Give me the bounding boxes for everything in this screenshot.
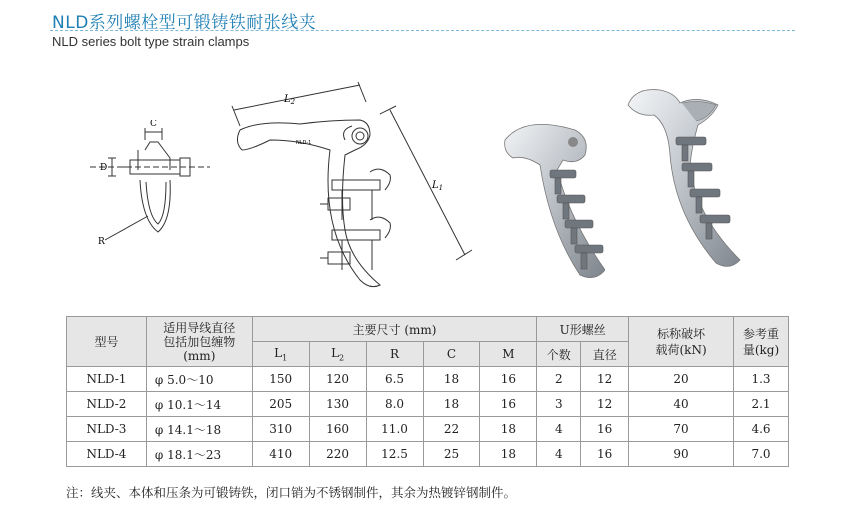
cell-diameter: 12 [581,392,629,417]
header-break-load: 标称破坏 载荷(kN) [629,317,734,367]
page-title: NLD系列螺栓型可锻铸铁耐张线夹 [52,13,317,33]
cell-model: NLD-2 [67,392,147,417]
cell-model: NLD-3 [67,417,147,442]
cell-model: NLD-1 [67,367,147,392]
table-row [67,392,789,417]
table-row [67,417,789,442]
cell-diameter: 16 [581,417,629,442]
cell-l2: 120 [309,367,366,392]
header-u-bolt: U形螺丝 [537,317,629,342]
title-divider [50,30,795,31]
drawing-label-c: C [150,120,157,129]
cell-weight: 4.6 [733,417,788,442]
cell-load: 70 [629,417,734,442]
drawing-label-d: D [100,163,108,173]
cell-c: 18 [423,367,480,392]
header-model: 型号 [67,317,147,367]
cell-dia: φ 10.1～14 [146,392,252,417]
cell-r: 12.5 [366,442,423,467]
cell-l2: 130 [309,392,366,417]
cell-r: 6.5 [366,367,423,392]
drawing-label-r: R [98,237,105,247]
clamp-photo-right [620,85,750,275]
cell-m: 16 [480,367,537,392]
header-count: 个数 [537,342,581,367]
cell-load: 40 [629,392,734,417]
cell-l1: 310 [252,417,309,442]
cell-diameter: 16 [581,442,629,467]
cell-model: NLD-4 [67,442,147,467]
header-l1: $L_1$ [252,342,309,367]
drawing-label-l1: $L_1$ [432,180,444,192]
clamp-main-drawing [220,80,480,310]
header-conductor-diameter: 适用导线直径 包括加包缠物 (mm) [146,317,252,367]
cell-c: 18 [423,392,480,417]
header-diameter: 直径 [581,342,629,367]
header-main-dimensions: 主要尺寸 (mm) [252,317,537,342]
cell-count: 4 [537,442,581,467]
cell-m: 18 [480,442,537,467]
header-l2: $L_2$ [309,342,366,367]
cell-weight: 2.1 [733,392,788,417]
header-weight: 参考重 量(kg) [733,317,788,367]
cell-c: 22 [423,417,480,442]
cell-m: 16 [480,392,537,417]
cell-dia: φ 18.1～23 [146,442,252,467]
cell-l1: 150 [252,367,309,392]
cell-weight: 7.0 [733,442,788,467]
drawing-part-label: NLD-1 [296,140,312,146]
page-subtitle: NLD series bolt type strain clamps [52,34,250,49]
drawing-label-l2: $L_2$ [284,94,296,106]
cell-diameter: 12 [581,367,629,392]
footnote: 注：线夹、本体和压条为可锻铸铁，闭口销为不锈钢制件，其余为热镀锌钢制件。 [66,485,517,500]
cell-m: 18 [480,417,537,442]
table-row [67,442,789,467]
cell-l1: 205 [252,392,309,417]
cell-r: 11.0 [366,417,423,442]
cell-count: 2 [537,367,581,392]
cell-weight: 1.3 [733,367,788,392]
cell-r: 8.0 [366,392,423,417]
clamp-photo-left [495,110,605,290]
clamp-section-drawing [60,120,210,310]
cell-load: 20 [629,367,734,392]
cell-dia: φ 5.0～10 [146,367,252,392]
cell-l2: 160 [309,417,366,442]
cell-l1: 410 [252,442,309,467]
cell-load: 90 [629,442,734,467]
cell-count: 3 [537,392,581,417]
cell-count: 4 [537,417,581,442]
header-r: R [366,342,423,367]
cell-l2: 220 [309,442,366,467]
cell-c: 25 [423,442,480,467]
table-row [67,367,789,392]
header-m: M [480,342,537,367]
cell-dia: φ 14.1～18 [146,417,252,442]
header-c: C [423,342,480,367]
specification-table [66,316,789,467]
